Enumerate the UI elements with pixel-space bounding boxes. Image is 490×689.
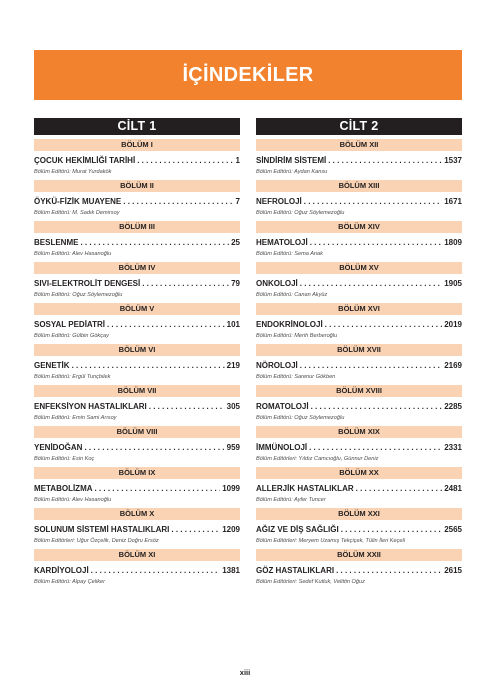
page-number: 2565 [444,525,462,534]
dot-leader [341,525,443,535]
chapter-editor: Bölüm Editörleri: Yıldız Camcıoğlu, Günnur Deniz [256,456,379,462]
volume-header: CİLT 2 [256,118,462,135]
chapter-editor: Bölüm Editörleri: Meryem Uzamış Tekçiçek, Tülin İleri Keçeli [256,538,406,544]
toc-entry[interactable] [34,238,240,248]
chapter-label: BÖLÜM I [34,139,240,151]
dot-leader [304,197,442,207]
toc-section [256,180,462,217]
toc-section [256,344,462,381]
toc-entry[interactable] [256,525,462,535]
chapter-editor: Bölüm Editörü: Ergül Tunçbilek [34,374,111,380]
entry-title: ÖYKÜ-FİZİK MUAYENE [34,197,122,206]
chapter-label: BÖLÜM XVI [256,303,462,315]
chapter-editor: Bölüm Editörü: Merih Berberoğlu [256,333,338,339]
toc-section [256,385,462,422]
chapter-label: BÖLÜM X [34,508,240,520]
title-banner [34,50,462,100]
page-number: 1209 [222,525,240,534]
chapter-editor: Bölüm Editörü: M. Sadık Demirsoy [34,210,120,216]
toc-entry[interactable] [34,197,240,207]
entry-title: İMMÜNOLOJİ [256,443,308,452]
toc-entry[interactable] [34,566,240,576]
toc-section [34,385,240,422]
dot-leader [309,443,442,453]
chapter-editor: Bölüm Editörü: Oğuz Söylemezoğlu [256,210,345,216]
page-number: 2615 [444,566,462,575]
page-number: 1671 [444,197,462,206]
toc-entry[interactable] [256,361,462,371]
toc-section [34,467,240,504]
toc-section [34,180,240,217]
page-number: 1809 [444,238,462,247]
toc-section [34,508,240,545]
dot-leader [310,238,442,248]
page-number: 2481 [444,484,462,493]
chapter-editor: Bölüm Editörü: Alev Hasanoğlu [34,251,112,257]
toc-section [34,344,240,381]
dot-leader [137,156,233,166]
entry-title: ROMATOLOJİ [256,402,309,411]
entry-title: GÖZ HASTALIKLARI [256,566,335,575]
entry-title: KARDİYOLOJİ [34,566,89,575]
dot-leader [107,320,225,330]
toc-entry[interactable] [34,402,240,412]
toc-entry[interactable] [34,525,240,535]
page-number: 2169 [444,361,462,370]
toc-section [256,303,462,340]
chapter-label: BÖLÜM XIX [256,426,462,438]
chapter-editor: Bölüm Editörü: Sarenur Gökben [256,374,336,380]
page-number: 2331 [444,443,462,452]
chapter-editor: Bölüm Editörü: Murat Yurdakök [34,169,112,175]
page-number: 1381 [222,566,240,575]
entry-title: SİNDİRİM SİSTEMİ [256,156,327,165]
dot-leader [171,525,220,535]
chapter-editor: Bölüm Editörü: Oğuz Söylemezoğlu [256,415,345,421]
toc-entry[interactable] [256,320,462,330]
entry-title: NÖROLOJİ [256,361,298,370]
chapter-label: BÖLÜM IX [34,467,240,479]
toc-section [34,426,240,463]
dot-leader [311,402,443,412]
entry-title: ENDOKRİNOLOJİ [256,320,323,329]
chapter-editor: Bölüm Editörü: Emin Sami Arısoy [34,415,117,421]
chapter-editor: Bölüm Editörü: Gülbin Gökçay [34,333,109,339]
page-number: 219 [226,361,240,370]
entry-title: SIVI-ELEKTROLİT DENGESİ [34,279,141,288]
toc-section [256,508,462,545]
page-number: 1537 [444,156,462,165]
volume-1-column [34,118,240,586]
dot-leader [325,320,443,330]
chapter-label: BÖLÜM VI [34,344,240,356]
toc-section [256,262,462,299]
toc-entry[interactable] [256,238,462,248]
toc-entry[interactable] [256,279,462,289]
page-number: 1099 [222,484,240,493]
chapter-editor: Bölüm Editörleri: Uğur Özçelik, Deniz Doğru Ersöz [34,538,159,544]
page-number: 1905 [444,279,462,288]
entry-title: ONKOLOJİ [256,279,298,288]
dot-leader [91,566,221,576]
chapter-editor: Bölüm Editörü: Sema Anak [256,251,323,257]
page-number: 1 [235,156,240,165]
page-number: 79 [231,279,240,288]
chapter-editor: Bölüm Editörü: Alev Hasanoğlu [34,497,112,503]
toc-section [256,426,462,463]
dot-leader [336,566,442,576]
chapter-label: BÖLÜM VIII [34,426,240,438]
dot-leader [123,197,233,207]
chapter-label: BÖLÜM IV [34,262,240,274]
dot-leader [300,361,442,371]
chapter-label: BÖLÜM XX [256,467,462,479]
page-number: 2285 [444,402,462,411]
toc-section [34,303,240,340]
chapter-editor: Bölüm Editörü: Ayfer Tuncer [256,497,326,503]
toc-entry[interactable] [256,443,462,453]
page-footer-number: xiii [239,668,251,677]
chapter-editor: Bölüm Editörü: Canan Akyüz [256,292,328,298]
toc-entry[interactable] [256,156,462,166]
chapter-editor: Bölüm Editörü: Oğuz Söylemezoğlu [34,292,123,298]
page-number: 305 [226,402,240,411]
dot-leader [84,443,224,453]
toc-entry[interactable] [256,402,462,412]
page-number: 25 [231,238,240,247]
entry-title: ALLERJİK HASTALIKLAR [256,484,354,493]
toc-entry[interactable] [34,484,240,494]
toc-entry[interactable] [34,279,240,289]
chapter-editor: Bölüm Editörleri: Sedef Kutluk, Velittin Oğuz [256,579,365,585]
page-number: 7 [235,197,240,206]
chapter-editor: Bölüm Editörü: Alpay Çeliker [34,579,105,585]
dot-leader [80,238,229,248]
entry-title: BESLENME [34,238,79,247]
chapter-editor: Bölüm Editörü: Aydan Kansu [256,169,328,175]
dot-leader [300,279,442,289]
page-number: 959 [226,443,240,452]
toc-entry[interactable] [34,320,240,330]
chapter-label: BÖLÜM VII [34,385,240,397]
chapter-label: BÖLÜM III [34,221,240,233]
chapter-label: BÖLÜM XIII [256,180,462,192]
dot-leader [356,484,443,494]
chapter-label: BÖLÜM XXI [256,508,462,520]
dot-leader [95,484,221,494]
toc-section [34,139,240,176]
entry-title: NEFROLOJİ [256,197,302,206]
toc-section [34,262,240,299]
toc-entry[interactable] [256,566,462,576]
chapter-label: BÖLÜM XV [256,262,462,274]
dot-leader [149,402,225,412]
toc-entry[interactable] [256,484,462,494]
entry-title: YENİDOĞAN [34,443,83,452]
dot-leader [142,279,229,289]
chapter-label: BÖLÜM XVII [256,344,462,356]
page-number: 101 [226,320,240,329]
entry-title: SOLUNUM SİSTEMİ HASTALIKLARI [34,525,170,534]
entry-title: METABOLİZMA [34,484,93,493]
toc-entry[interactable] [34,156,240,166]
toc-section [256,467,462,504]
entry-title: GENETİK [34,361,70,370]
entry-title: ENFEKSİYON HASTALIKLARI [34,402,147,411]
entry-title: SOSYAL PEDİATRİ [34,320,105,329]
page-title: İÇİNDEKİLER [182,63,314,86]
toc-section [34,549,240,586]
chapter-label: BÖLÜM XIV [256,221,462,233]
entry-title: ÇOCUK HEKİMLİĞİ TARİHİ [34,156,136,165]
toc-entry[interactable] [34,443,240,453]
toc-entry[interactable] [34,361,240,371]
chapter-label: BÖLÜM XII [256,139,462,151]
toc-section [256,549,462,586]
chapter-label: BÖLÜM V [34,303,240,315]
chapter-label: BÖLÜM XVIII [256,385,462,397]
dot-leader [72,361,225,371]
toc-section [256,221,462,258]
entry-title: AĞIZ VE DİŞ SAĞLIĞI [256,525,339,534]
toc-entry[interactable] [256,197,462,207]
chapter-label: BÖLÜM XI [34,549,240,561]
dot-leader [328,156,442,166]
entry-title: HEMATOLOJİ [256,238,308,247]
volume-header: CİLT 1 [34,118,240,135]
chapter-editor: Bölüm Editörü: Esin Koç [34,456,95,462]
chapter-label: BÖLÜM XXII [256,549,462,561]
page-number: 2019 [444,320,462,329]
toc-section [34,221,240,258]
volume-2-column [256,118,462,586]
chapter-label: BÖLÜM II [34,180,240,192]
toc-section [256,139,462,176]
